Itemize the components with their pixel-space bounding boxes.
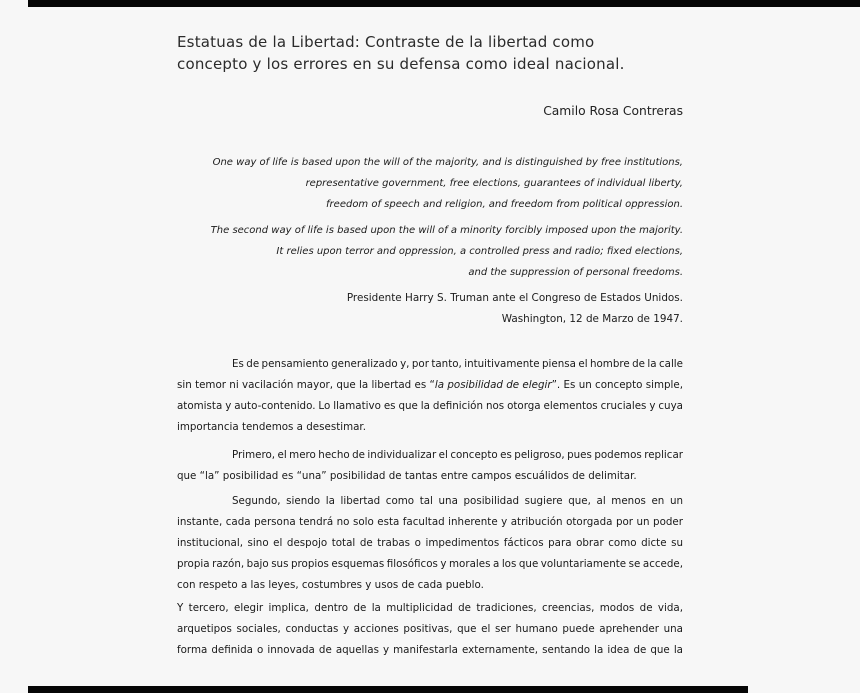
text-line: Es de pensamiento generalizado y, por tanto, intuitivamente piensa el hombre de la calle [232, 358, 683, 370]
title-line: concepto y los errores en su defensa como ideal nacional. [177, 55, 625, 73]
body-paragraph-1 [177, 354, 683, 438]
attribution-line: Presidente Harry S. Truman ante el Congreso de Estados Unidos. [346, 292, 683, 304]
text-line: Segundo, siendo la libertad como tal una posibilidad sugiere que, al menos en un [232, 495, 683, 507]
scan-artifact-bottom-bar [28, 686, 748, 693]
quote-line: freedom of speech and religion, and freedom from political oppression. [326, 199, 683, 210]
text-line: con respeto a las leyes, costumbres y usos de cada pueblo. [177, 579, 484, 591]
text-segment-italic: la posibilidad de elegir [434, 379, 552, 391]
scan-artifact-top-bar [28, 0, 860, 7]
text-line: importancia tendemos a desestimar. [177, 421, 366, 433]
text-line: Y tercero, elegir implica, dentro de la multiplicidad de tradiciones, creencias, modos de vida, [177, 602, 683, 614]
quote-attribution [120, 288, 683, 330]
body-paragraph-4 [177, 598, 683, 661]
text-segment: sin temor ni vacilación mayor, que la libertad es “ [177, 379, 435, 391]
text-line: arquetipos sociales, conductas y acciones positivas, que el ser humano puede aprehender una [177, 623, 683, 635]
text-line: Primero, el mero hecho de individualizar el concepto es peligroso, pues podemos replicar [232, 449, 683, 461]
quote-line: representative government, free elections, guarantees of individual liberty, [305, 178, 683, 189]
text-line [177, 375, 683, 396]
text-line: forma definida o innovada de aquellas y manifestarla externamente, sentando la idea de que la [177, 644, 683, 656]
title-line: Estatuas de la Libertad: Contraste de la libertad como [177, 33, 595, 51]
text-line: que “la” posibilidad es “una” posibilidad de tantas entre campos escuálidos de delimitar. [177, 470, 637, 482]
quote-line: The second way of life is based upon the will of a minority forcibly imposed upon the majority. [210, 225, 683, 236]
text-segment: ”. Es un concepto simple, [551, 379, 683, 391]
text-line: propia razón, bajo sus propios esquemas filosóficos y morales a los que voluntariamente se accede, [177, 558, 683, 570]
quote-line: It relies upon terror and oppression, a controlled press and radio; fixed elections, [276, 246, 683, 257]
document-title [177, 31, 625, 75]
author-byline: Camilo Rosa Contreras [543, 104, 683, 118]
body-paragraph-3 [177, 491, 683, 596]
quote-line: and the suppression of personal freedoms. [468, 267, 683, 278]
epigraph-quote-2 [120, 220, 683, 283]
text-line: instante, cada persona tendrá no solo esta facultad inherente y atribución otorgada por un poder [177, 516, 683, 528]
attribution-line: Washington, 12 de Marzo de 1947. [501, 313, 683, 325]
text-line: atomista y auto-contenido. Lo llamativo es que la definición nos otorga elementos cruciales y cuya [177, 400, 683, 412]
body-paragraph-2 [177, 445, 683, 487]
quote-line: One way of life is based upon the will of the majority, and is distinguished by free institutions, [212, 157, 683, 168]
text-line: institucional, sino el despojo total de trabas o impedimentos fácticos para obrar como dicte su [177, 537, 683, 549]
epigraph-quote-1 [120, 152, 683, 215]
